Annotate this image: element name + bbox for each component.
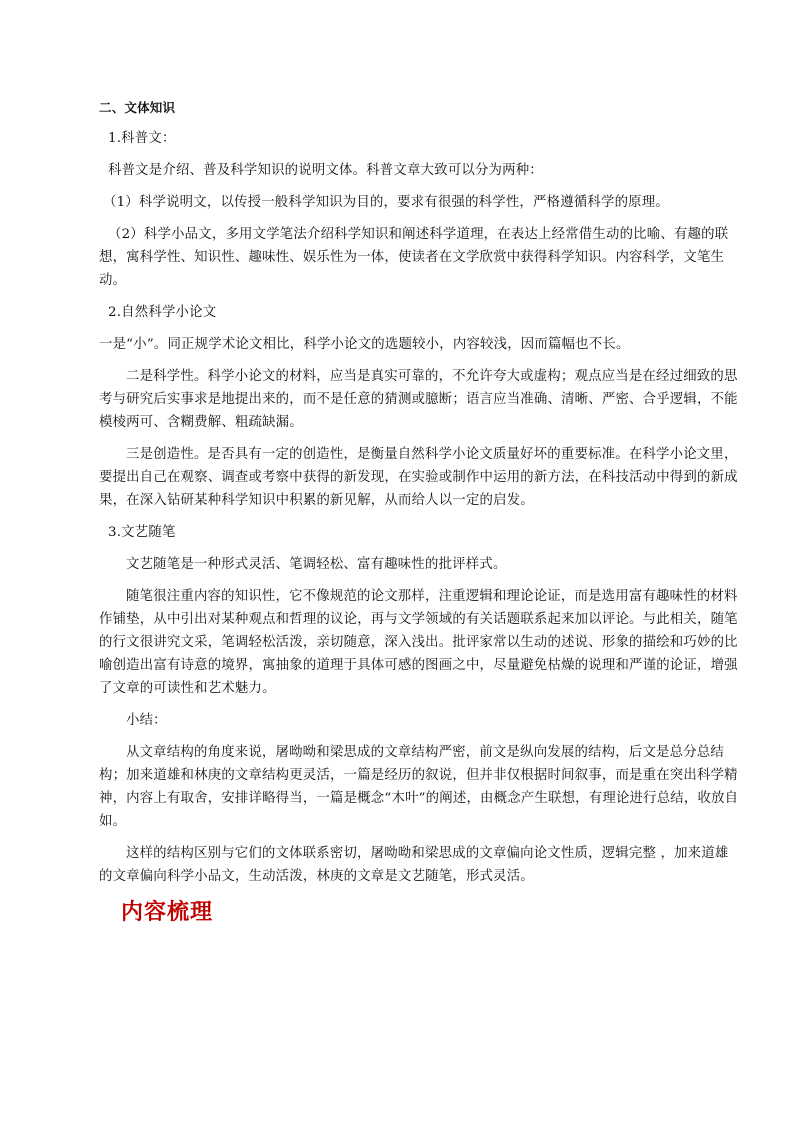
popsci-item-1: （1）科学说明文，以传授一般科学知识为目的，要求有很强的科学性，严格遵循科学的原理。 (103, 195, 669, 210)
essay-heading: 2.自然科学小论文 (108, 305, 217, 320)
summary-label: 小结： (126, 713, 167, 728)
summary-paragraph-2: 这样的结构区别与它们的文体联系密切，屠呦呦和梁思成的文章偏向论文性质，逻辑完整 ，加来道雄的文章偏向科学小品文，生动活泼，林庚的文章是文艺随笔，形式灵活。 (99, 846, 729, 884)
document-page (99, 96, 739, 927)
essay-paragraph-1: 一是“小”。同正规学术论文相比，科学小论文的选题较小，内容较浅，因而篇幅也不长。 (99, 337, 630, 352)
section-title: 二、文体知识 (99, 100, 176, 115)
literary-heading: 3.文艺随笔 (108, 525, 176, 540)
content-outline-heading: 内容梳理 (121, 899, 214, 925)
literary-paragraph-1: 文艺随笔是一种形式灵活、笔调轻松、富有趣味性的批评样式。 (126, 557, 507, 572)
literary-paragraph-2: 随笔很注重内容的知识性，它不像规范的论文那样，注重逻辑和理论论证，而是选用富有趣味性的材料作铺垫，从中引出对某种观点和哲理的议论，再与文学领域的有关话题联系起来加以评论。与此相关，随笔的行文很讲究文采，笔调轻松活泼，亲切随意，深入浅出。批评家常以生动的述说、形象的描绘和巧妙的比喻创造出富有诗意的境界，寓抽象的道理于具体可感的图画之中，尽量避免枯燥的说理和严谨的论证，增强了文章的可读性和艺术魅力。 (99, 589, 738, 696)
popsci-intro: 科普文是介绍、普及科学知识的说明文体。科普文章大致可以分为两种： (108, 163, 543, 178)
summary-paragraph-1: 从文章结构的角度来说，屠呦呦和梁思成的文章结构严密，前文是纵向发展的结构，后文是总分总结构；加来道雄和林庚的文章结构更灵活，一篇是经历的叙说，但并非仅根据时间叙事，而是重在突出科学精神，内容上有取舍，安排详略得当，一篇是概念“木叶”的阐述，由概念产生联想，有理论进行总结，收放自如。 (99, 745, 739, 829)
essay-paragraph-2: 二是科学性。科学小论文的材料，应当是真实可靠的，不允许夸大或虚构；观点应当是在经过细致的思考与研究后实事求是地提出来的，而不是任意的猜测或臆断；语言应当准确、清晰、严密、合乎逻辑，不能模棱两可、含糊费解、粗疏缺漏。 (99, 369, 738, 430)
essay-paragraph-3: 三是创造性。是否具有一定的创造性，是衡量自然科学小论文质量好坏的重要标准。在科学小论文里，要提出自己在观察、调查或考察中获得的新发现，在实验或制作中运用的新方法，在科技活动中得到的新成果，在深入钻研某种科学知识中积累的新见解，从而给人以一定的启发。 (99, 447, 738, 508)
popsci-heading: 1.科普文： (108, 131, 176, 146)
popsci-item-2: （2）科学小品文，多用文学笔法介绍科学知识和阐述科学道理，在表达上经常借生动的比喻、有趣的联想，寓科学性、知识性、趣味性、娱乐性为一体，使读者在文学欣赏中获得科学知识。内容科学，文笔生动。 (99, 227, 729, 288)
